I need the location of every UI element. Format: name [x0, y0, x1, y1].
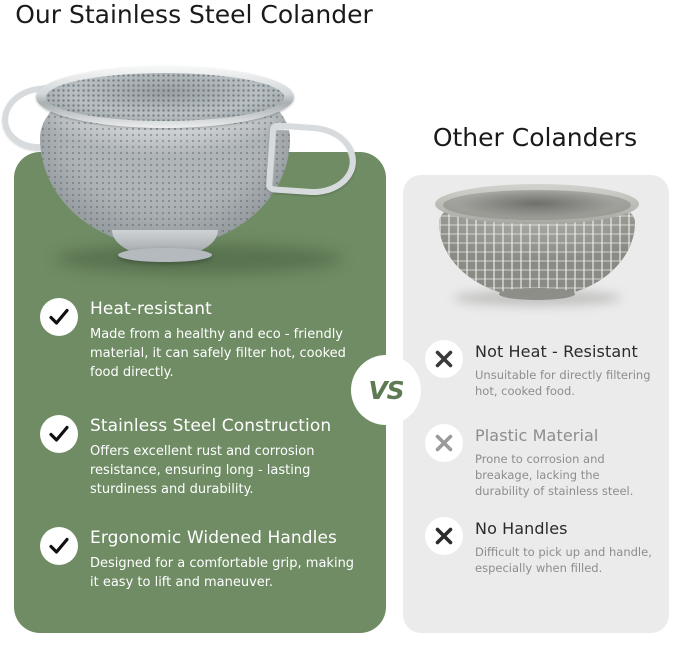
other-feature-2	[425, 424, 665, 499]
cross-icon	[425, 424, 463, 462]
our-feature-1	[40, 298, 380, 382]
other-product-title: Other Colanders	[432, 123, 638, 152]
plastic-colander-image	[417, 178, 657, 308]
steel-colander-interior	[46, 73, 284, 121]
other-feature-3	[425, 517, 665, 576]
steel-colander-foot	[118, 248, 212, 262]
our-feature-3	[40, 527, 380, 592]
our-feature-2-desc: Offers excellent rust and corrosion resistance, ensuring long - lasting sturdiness and durability.	[90, 444, 315, 497]
check-icon	[40, 415, 78, 453]
vs-badge: VS	[351, 355, 421, 425]
other-feature-2-title: Plastic Material	[475, 426, 599, 445]
plastic-colander-base	[499, 288, 575, 300]
check-icon	[40, 527, 78, 565]
our-feature-1-desc: Made from a healthy and eco - friendly material, it can safely filter hot, cooked food directly.	[90, 327, 346, 380]
our-feature-2	[40, 415, 380, 499]
plastic-colander-interior	[443, 190, 631, 220]
other-feature-3-desc: Difficult to pick up and handle, especially when filled.	[475, 545, 652, 575]
cross-icon	[425, 517, 463, 555]
other-feature-1-title: Not Heat - Resistant	[475, 342, 638, 361]
other-feature-2-desc: Prone to corrosion and breakage, lacking the durability of stainless steel.	[475, 452, 634, 498]
other-feature-1-desc: Unsuitable for directly filtering hot, cooked food.	[475, 368, 651, 398]
other-feature-1	[425, 340, 665, 399]
other-feature-3-title: No Handles	[475, 519, 568, 538]
our-feature-3-desc: Designed for a comfortable grip, making it easy to lift and maneuver.	[90, 556, 355, 590]
cross-icon	[425, 340, 463, 378]
check-icon	[40, 298, 78, 336]
stainless-steel-colander-image	[0, 62, 392, 277]
our-feature-3-title: Ergonomic Widened Handles	[90, 528, 337, 548]
our-feature-1-title: Heat-resistant	[90, 299, 212, 319]
steel-handle-right	[266, 122, 359, 198]
our-product-title: Our Stainless Steel Colander	[15, 0, 373, 29]
steel-interior-mesh	[46, 73, 284, 121]
our-feature-2-title: Stainless Steel Construction	[90, 416, 332, 436]
